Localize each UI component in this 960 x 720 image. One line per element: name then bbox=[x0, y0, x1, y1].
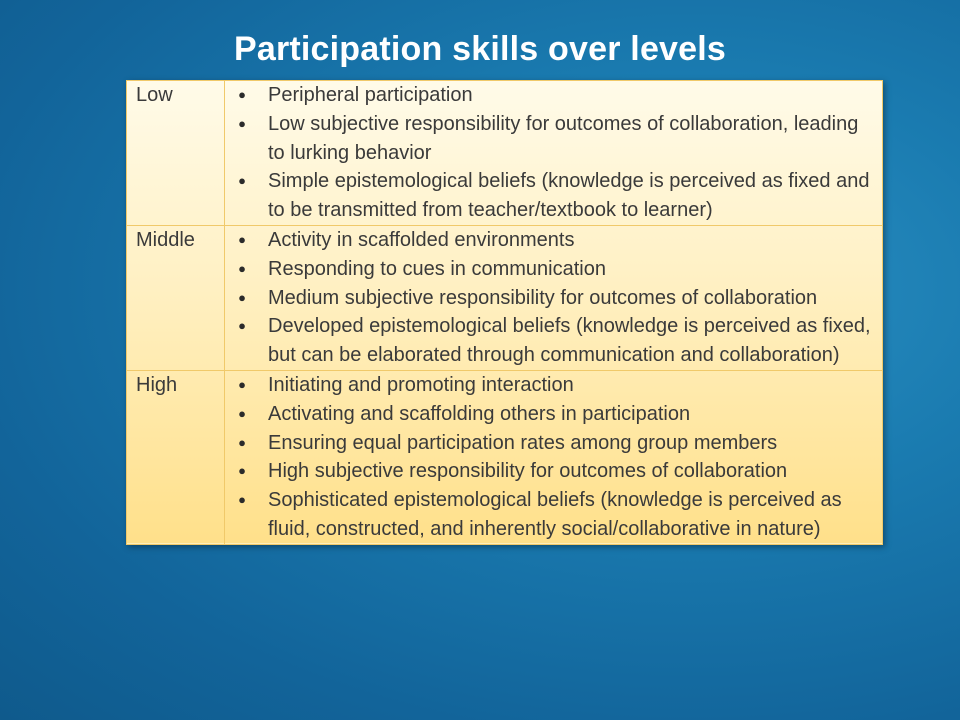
level-description bbox=[225, 370, 883, 544]
slide-title: Participation skills over levels bbox=[233, 30, 727, 68]
list-item-text: Peripheral participation bbox=[268, 84, 473, 106]
table-row bbox=[127, 225, 883, 370]
list-item bbox=[225, 400, 876, 429]
bullet-icon: ● bbox=[238, 115, 246, 131]
level-description bbox=[225, 81, 883, 226]
list-item-text: Simple epistemological beliefs (knowledge is perceived as fixed and to be transmitted from teacher/textbook to learner) bbox=[268, 170, 870, 222]
list-item bbox=[225, 486, 876, 544]
participation-levels-table bbox=[126, 80, 883, 545]
list-item bbox=[225, 371, 876, 400]
bullet-icon: ● bbox=[238, 260, 246, 276]
level-label: High bbox=[127, 370, 225, 544]
list-item bbox=[225, 110, 876, 168]
table-row bbox=[127, 370, 883, 544]
list-item-text: Activity in scaffolded environments bbox=[268, 228, 575, 251]
table-row bbox=[127, 81, 883, 226]
bullet-icon: ● bbox=[238, 173, 246, 189]
bullet-icon: ● bbox=[238, 231, 246, 247]
list-item-text: Low subjective responsibility for outcomes of collaboration, leading to lurking behavior bbox=[268, 112, 859, 164]
list-item-text: Responding to cues in communication bbox=[268, 257, 606, 280]
bullet-icon: ● bbox=[238, 376, 246, 392]
list-item bbox=[225, 429, 876, 458]
list-item-text: Developed epistemological beliefs (knowledge is perceived as fixed, but can be elaborated through communication and collaboration) bbox=[268, 315, 871, 367]
list-item bbox=[225, 81, 876, 110]
list-item-text: Medium subjective responsibility for outcomes of collaboration bbox=[268, 286, 818, 309]
bullet-icon: ● bbox=[238, 405, 246, 421]
level-label: Low bbox=[127, 81, 225, 226]
bullet-icon: ● bbox=[238, 434, 246, 450]
bullet-icon: ● bbox=[238, 289, 246, 305]
bullet-icon: ● bbox=[238, 463, 246, 479]
list-item bbox=[225, 226, 876, 255]
list-item-text: Activating and scaffolding others in participation bbox=[268, 402, 691, 425]
list-item-text: Ensuring equal participation rates among group members bbox=[268, 431, 778, 454]
list-item bbox=[225, 167, 876, 225]
level-description bbox=[225, 225, 883, 370]
bullet-icon: ● bbox=[238, 87, 246, 102]
bullet-icon: ● bbox=[238, 492, 246, 508]
list-item bbox=[225, 284, 876, 313]
list-item-text: Initiating and promoting interaction bbox=[268, 373, 574, 396]
list-item bbox=[225, 312, 876, 370]
list-item bbox=[225, 457, 876, 486]
list-item-text: Sophisticated epistemological beliefs (knowledge is perceived as fluid, constructed, and inherently social/collaborative in nature) bbox=[268, 489, 842, 540]
level-label: Middle bbox=[127, 225, 225, 370]
list-item-text: High subjective responsibility for outcomes of collaboration bbox=[268, 460, 788, 483]
bullet-icon: ● bbox=[238, 318, 246, 334]
list-item bbox=[225, 255, 876, 284]
